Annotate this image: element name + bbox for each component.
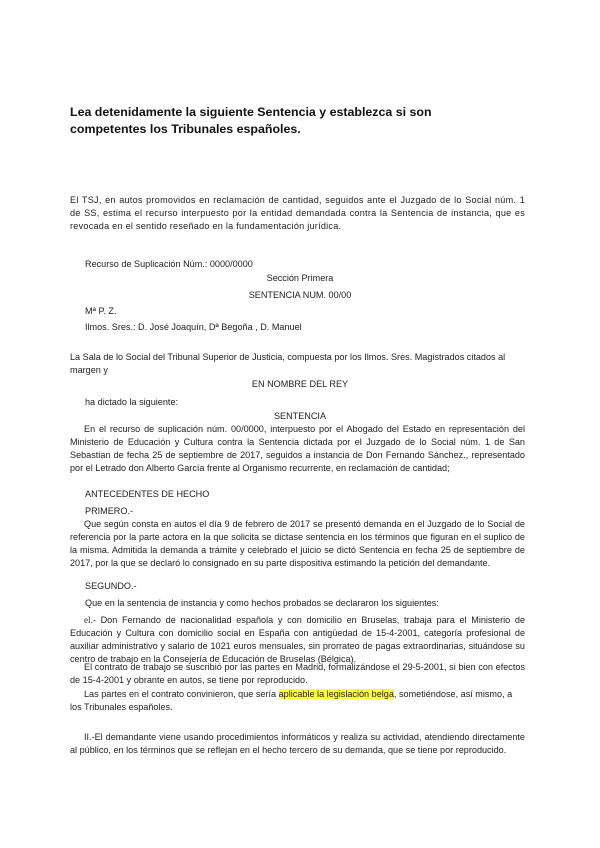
sala-composition: La Sala de lo Social del Tribunal Superior de Justicia, compuesta por los Ilmos. Sres. Magistrados citados al margen y bbox=[70, 352, 506, 375]
en-nombre-del-rey: EN NOMBRE DEL REY bbox=[251, 379, 349, 389]
ponente-initials: Mª P. Z. bbox=[85, 306, 117, 316]
partes-paragraph bbox=[70, 688, 525, 714]
intro-summary: El TSJ, en autos promovidos en reclamación de cantidad, seguidos ante el Juzgado de lo Social núm. 1 de SS, estima el recurso interpuesto por la entidad demandada contra la Sentencia de instancia, que es revocada en el sentido reseñado en la fundamentación jurídica. bbox=[70, 195, 525, 231]
recurso-paragraph: En el recurso de suplicación núm. 00/0000, interpuesto por el Abogado del Estado en representación del Ministerio de Educación y Cultura contra la Sentencia dictada por el Juzgado de lo Social núm. 1 de San Sebastian de fecha 25 de septiembre de 2017, seguidos a instancia de Don Fernando Sánchez., representado por el Letrado don Alberto García frente al Organismo recurrente, en reclamación de cantidad; bbox=[70, 424, 525, 473]
antecedentes-heading: ANTECEDENTES DE HECHO bbox=[85, 489, 210, 499]
sentencia-number: SENTENCIA NUM. 00/00 bbox=[248, 290, 352, 300]
hecho-i-paragraph bbox=[70, 614, 525, 666]
highlighted-phrase: aplicable la legislación belga bbox=[278, 689, 394, 699]
hecho-ii-paragraph: II.-El demandante viene usando procedimientos informáticos y realiza su actividad, atendiendo directamente al público, en los términos que se reflejan en el hecho tercero de su demanda, que se tiene por reproducido. bbox=[70, 732, 525, 755]
sentencia-heading: SENTENCIA bbox=[273, 411, 327, 421]
hecho-i-marker: el.- bbox=[84, 615, 96, 625]
segundo-heading: SEGUNDO.- bbox=[85, 581, 137, 591]
page-title: Lea detenidamente la siguiente Sentencia y establezca si son competentes los Tribunales españoles. bbox=[70, 105, 432, 136]
seccion-label: Sección Primera bbox=[266, 273, 334, 283]
primero-paragraph: Que según consta en autos el día 9 de febrero de 2017 se presentó demanda en el Juzgado de lo Social de referencia por la parte actora en la que solicita se dictase sentencia en los términos que figuran en el suplico de la misma. Admitida la demanda a trámite y celebrado el juicio se dictó Sentencia en fecha 25 de septiembre de 2017, por la que se declaró lo consignado en su parte dispositiva estimando la petición del demandante. bbox=[70, 519, 525, 568]
segundo-paragraph: Que en la sentencia de instancia y como hechos probados se declararon los siguientes: bbox=[85, 598, 439, 608]
contrato-paragraph: El contrato de trabajo se suscribió por las partes en Madrid, formalizándose el 29-5-2001, si bien con efectos de 15-4-2001 y obrante en autos, se tiene por reproducido. bbox=[70, 662, 525, 685]
primero-heading: PRIMERO.- bbox=[85, 506, 133, 516]
dictado-label: ha dictado la siguiente: bbox=[85, 397, 179, 407]
recurso-number: Recurso de Suplicación Núm.: 0000/0000 bbox=[85, 259, 253, 269]
partes-text-end: , sometiéndose, así mismo, a los Tribunales españoles. bbox=[70, 689, 513, 712]
hecho-i-text: Don Fernando de nacionalidad española y con domicilio en Bruselas, trabaja para el Ministerio de Educación y Cultura con domicilio social en España con antigüedad de 15-4-2001, categoría profesional de auxiliar administrativo y salario de 1021 euros mensuales, sin prorrateo de pagas extraordinarias, situándose su centro de trabajo en la Consejería de Educación de Bruselas (Bélgica). bbox=[70, 615, 525, 664]
magistrados-list: Ilmos. Sres.: D. José Joaquín, Dª Begoña , D. Manuel bbox=[85, 322, 302, 332]
partes-text-start: Las partes en el contrato convinieron, que sería bbox=[84, 689, 279, 699]
